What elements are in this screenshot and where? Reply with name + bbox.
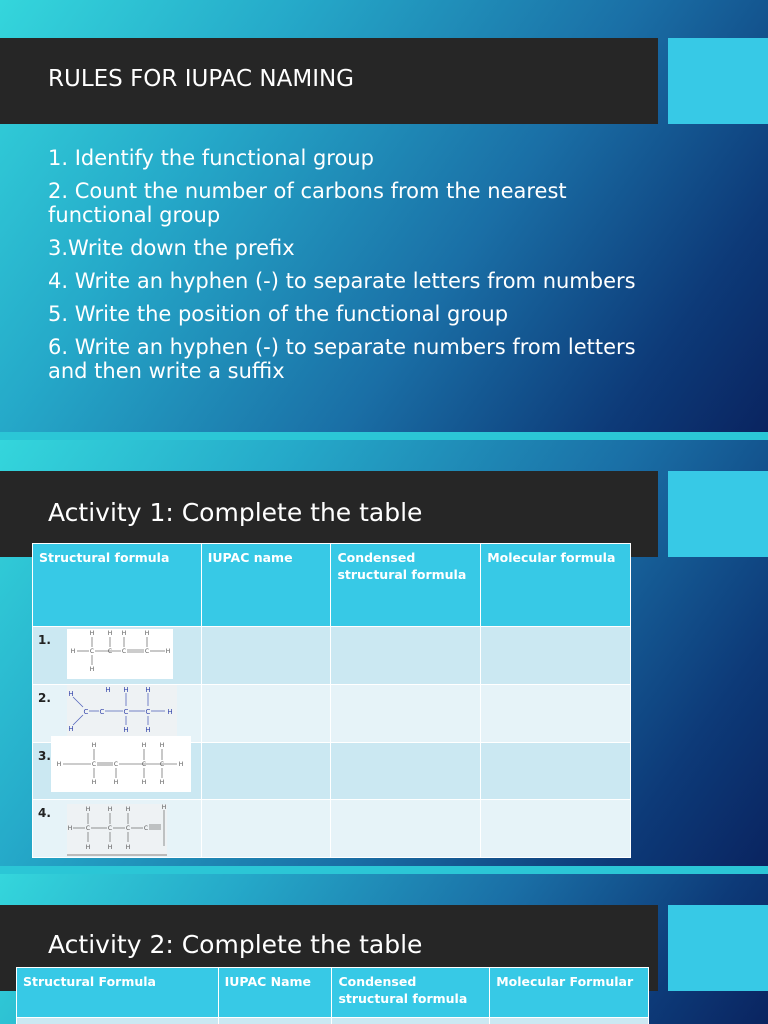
- accent-block: [668, 38, 768, 124]
- structural-formula-image: [51, 736, 191, 792]
- svg-text:C: C: [121, 648, 127, 655]
- slide-rules: [0, 0, 768, 432]
- header-structural-formula: Structural Formula: [17, 968, 219, 1018]
- row-number: 1.: [38, 633, 51, 647]
- svg-text:H: H: [144, 630, 150, 637]
- svg-text:C: C: [113, 761, 119, 768]
- svg-text:H: H: [125, 806, 131, 813]
- svg-text:C: C: [83, 708, 89, 716]
- svg-text:H: H: [107, 844, 113, 851]
- slide-gap: [0, 432, 768, 440]
- slide-title: Activity 2: Complete the table: [48, 930, 423, 959]
- svg-text:H: H: [85, 806, 91, 813]
- activity-table: [16, 967, 649, 1024]
- svg-text:C: C: [107, 825, 113, 832]
- molecular-formula-cell[interactable]: [481, 627, 631, 685]
- structural-formula-image: [67, 685, 177, 737]
- accent-block: [668, 905, 768, 991]
- condensed-formula-cell[interactable]: [332, 1018, 490, 1024]
- svg-text:C: C: [143, 825, 149, 832]
- slide-activity-2: [0, 874, 768, 1024]
- slide-activity-1: [0, 440, 768, 866]
- svg-text:H: H: [123, 686, 129, 694]
- svg-text:H: H: [91, 779, 97, 786]
- molecular-formula-cell[interactable]: [490, 1018, 649, 1024]
- svg-text:H: H: [123, 726, 129, 734]
- svg-text:H: H: [70, 648, 76, 655]
- molecular-formula-cell[interactable]: [481, 685, 631, 743]
- svg-text:C: C: [123, 708, 129, 716]
- rule-item: 4. Write an hyphen (-) to separate letters from numbers: [48, 269, 636, 293]
- svg-text:H: H: [85, 844, 91, 851]
- table-row: [33, 743, 631, 800]
- svg-text:C: C: [91, 761, 97, 768]
- slide-title: Activity 1: Complete the table: [48, 498, 423, 527]
- svg-text:C: C: [125, 825, 131, 832]
- activity-table: [32, 543, 631, 858]
- svg-text:C: C: [141, 761, 147, 768]
- table-row: [33, 685, 631, 743]
- row-number: 2.: [38, 691, 51, 705]
- iupac-name-cell[interactable]: [201, 743, 331, 800]
- iupac-name-cell[interactable]: [201, 627, 331, 685]
- condensed-formula-cell[interactable]: [331, 685, 481, 743]
- svg-text:H: H: [107, 806, 113, 813]
- condensed-formula-cell[interactable]: [331, 627, 481, 685]
- svg-text:C: C: [107, 648, 113, 655]
- svg-text:H: H: [125, 844, 131, 851]
- iupac-name-cell[interactable]: [201, 800, 331, 858]
- slide-gap: [0, 866, 768, 874]
- svg-text:H: H: [113, 779, 119, 786]
- table-row: [17, 1018, 649, 1024]
- rule-item: 6. Write an hyphen (-) to separate numbers from letters and then write a suffix: [48, 335, 636, 383]
- rules-list: [48, 146, 638, 392]
- rule-item: 3.Write down the prefix: [48, 236, 295, 260]
- header-molecular-formula: Molecular Formular: [490, 968, 649, 1018]
- svg-text:H: H: [178, 761, 184, 768]
- iupac-name-cell[interactable]: [218, 1018, 332, 1024]
- svg-text:H: H: [141, 779, 147, 786]
- svg-text:H: H: [167, 708, 173, 716]
- condensed-formula-cell[interactable]: [331, 743, 481, 800]
- svg-text:H: H: [141, 742, 147, 749]
- svg-text:H: H: [68, 690, 74, 698]
- svg-text:H: H: [161, 804, 167, 811]
- svg-text:C: C: [145, 708, 151, 716]
- table-row: [33, 627, 631, 685]
- condensed-formula-cell[interactable]: [331, 800, 481, 858]
- header-condensed-formula: Condensed structural formula: [331, 544, 481, 627]
- svg-text:H: H: [121, 630, 127, 637]
- header-molecular-formula: Molecular formula: [481, 544, 631, 627]
- svg-text:H: H: [159, 742, 165, 749]
- header-iupac-name: IUPAC name: [201, 544, 331, 627]
- svg-text:C: C: [85, 825, 91, 832]
- svg-text:C: C: [159, 761, 165, 768]
- svg-text:H: H: [145, 726, 151, 734]
- svg-text:H: H: [68, 725, 74, 733]
- rule-item: 5. Write the position of the functional group: [48, 302, 509, 326]
- svg-text:H: H: [165, 648, 171, 655]
- row-number: 3.: [38, 749, 51, 763]
- accent-block: [668, 471, 768, 557]
- svg-text:H: H: [89, 630, 95, 637]
- header-iupac-name: IUPAC Name: [218, 968, 332, 1018]
- molecular-formula-cell[interactable]: [481, 743, 631, 800]
- svg-text:H: H: [107, 630, 113, 637]
- svg-text:H: H: [56, 761, 62, 768]
- svg-text:H: H: [145, 686, 151, 694]
- svg-text:C: C: [89, 648, 95, 655]
- svg-text:H: H: [89, 666, 95, 673]
- svg-text:H: H: [159, 779, 165, 786]
- header-condensed-formula: Condensed structural formula: [332, 968, 490, 1018]
- iupac-name-cell[interactable]: [201, 685, 331, 743]
- table-row: [33, 800, 631, 858]
- svg-text:H: H: [91, 742, 97, 749]
- svg-text:C: C: [99, 708, 105, 716]
- svg-text:C: C: [144, 648, 150, 655]
- svg-text:H: H: [105, 686, 111, 694]
- rule-item: 2. Count the number of carbons from the nearest functional group: [48, 179, 567, 227]
- slide-title: RULES FOR IUPAC NAMING: [48, 66, 355, 92]
- rule-item: 1. Identify the functional group: [48, 146, 374, 170]
- svg-text:H: H: [67, 825, 73, 832]
- molecular-formula-cell[interactable]: [481, 800, 631, 858]
- row-number: 4.: [38, 806, 51, 820]
- structural-formula-image: [67, 804, 167, 856]
- header-structural-formula: Structural formula: [33, 544, 202, 627]
- structural-formula-image: [67, 629, 173, 679]
